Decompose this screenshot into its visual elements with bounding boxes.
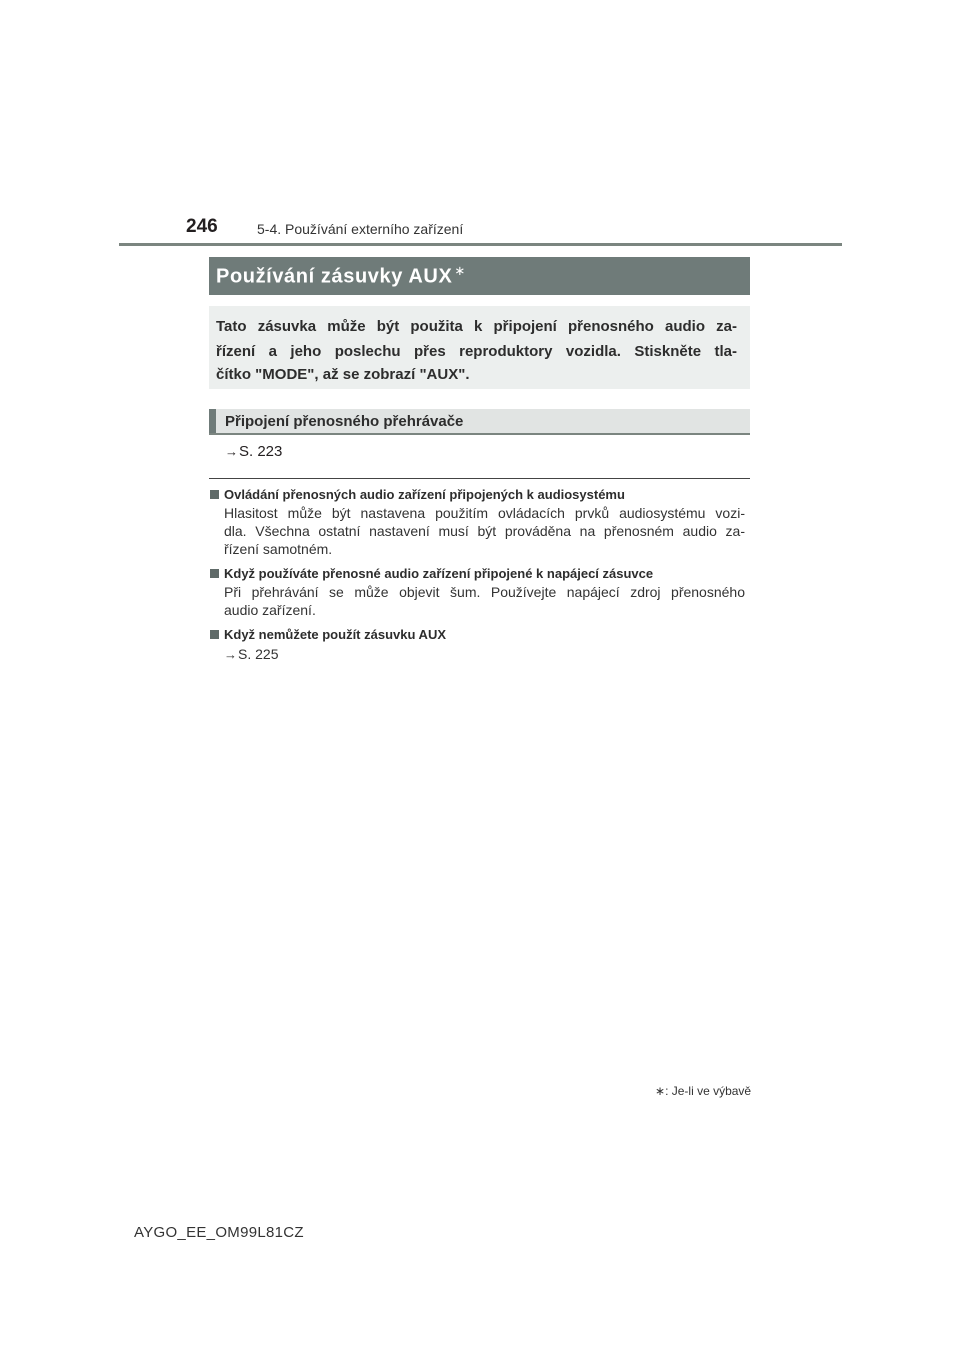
subsection-accent xyxy=(209,409,216,433)
note-title xyxy=(210,627,446,642)
page-reference-text: S. 225 xyxy=(238,646,279,662)
section-title: 5-4. Používání externího zařízení xyxy=(257,221,464,237)
note-title xyxy=(210,487,625,502)
square-bullet-icon xyxy=(210,490,219,499)
page-reference[interactable] xyxy=(225,443,282,460)
page-reference-text: S. 223 xyxy=(239,443,283,460)
asterisk-icon: ∗ xyxy=(655,1084,666,1098)
note-title-text: Ovládání přenosných audio zařízení připojených k audiosystému xyxy=(224,487,625,502)
arrow-right-icon: → xyxy=(224,647,237,662)
note-line: Při přehrávání se může objevit šum. Používejte napájecí zdroj přenosného xyxy=(224,584,745,600)
note-title-text: Když používáte přenosné audio zařízení připojené k napájecí zásuvce xyxy=(224,566,654,581)
note-title xyxy=(210,566,653,581)
title-bar xyxy=(209,257,750,295)
document-code: AYGO_EE_OM99L81CZ xyxy=(134,1224,304,1241)
note-line: Hlasitost může být nastavena použitím ovládacích prvků audiosystému vozi- xyxy=(224,505,745,521)
footnote xyxy=(655,1084,751,1098)
page-number: 246 xyxy=(186,216,218,237)
page-title-text: Používání zásuvky AUX xyxy=(216,265,453,288)
footnote-text: : Je-li ve výbavě xyxy=(665,1084,752,1098)
arrow-right-icon: → xyxy=(225,444,238,459)
subsection-bar xyxy=(209,409,750,435)
intro-line: Tato zásuvka může být použita k připojení přenosného audio za- xyxy=(216,318,737,335)
intro-line: čítko "MODE", až se zobrazí "AUX". xyxy=(216,366,470,383)
square-bullet-icon xyxy=(210,569,219,578)
note-title-text: Když nemůžete použít zásuvku AUX xyxy=(224,627,446,642)
note-line: audio zařízení. xyxy=(224,602,316,618)
page-reference[interactable] xyxy=(224,646,278,662)
note-line: řízení samotném. xyxy=(224,541,333,557)
subsection-title: Připojení přenosného přehrávače xyxy=(225,413,464,430)
asterisk-icon: ∗ xyxy=(454,263,466,278)
note-line: dla. Všechna ostatní nastavení musí být prováděna na přenosném audio za- xyxy=(224,523,745,539)
page-title xyxy=(216,263,466,289)
square-bullet-icon xyxy=(210,630,219,639)
notes-divider xyxy=(209,478,750,479)
intro-line: řízení a jeho poslechu přes reproduktory vozidla. Stiskněte tla- xyxy=(216,343,737,360)
intro-box xyxy=(209,306,750,389)
header-divider xyxy=(119,243,842,246)
